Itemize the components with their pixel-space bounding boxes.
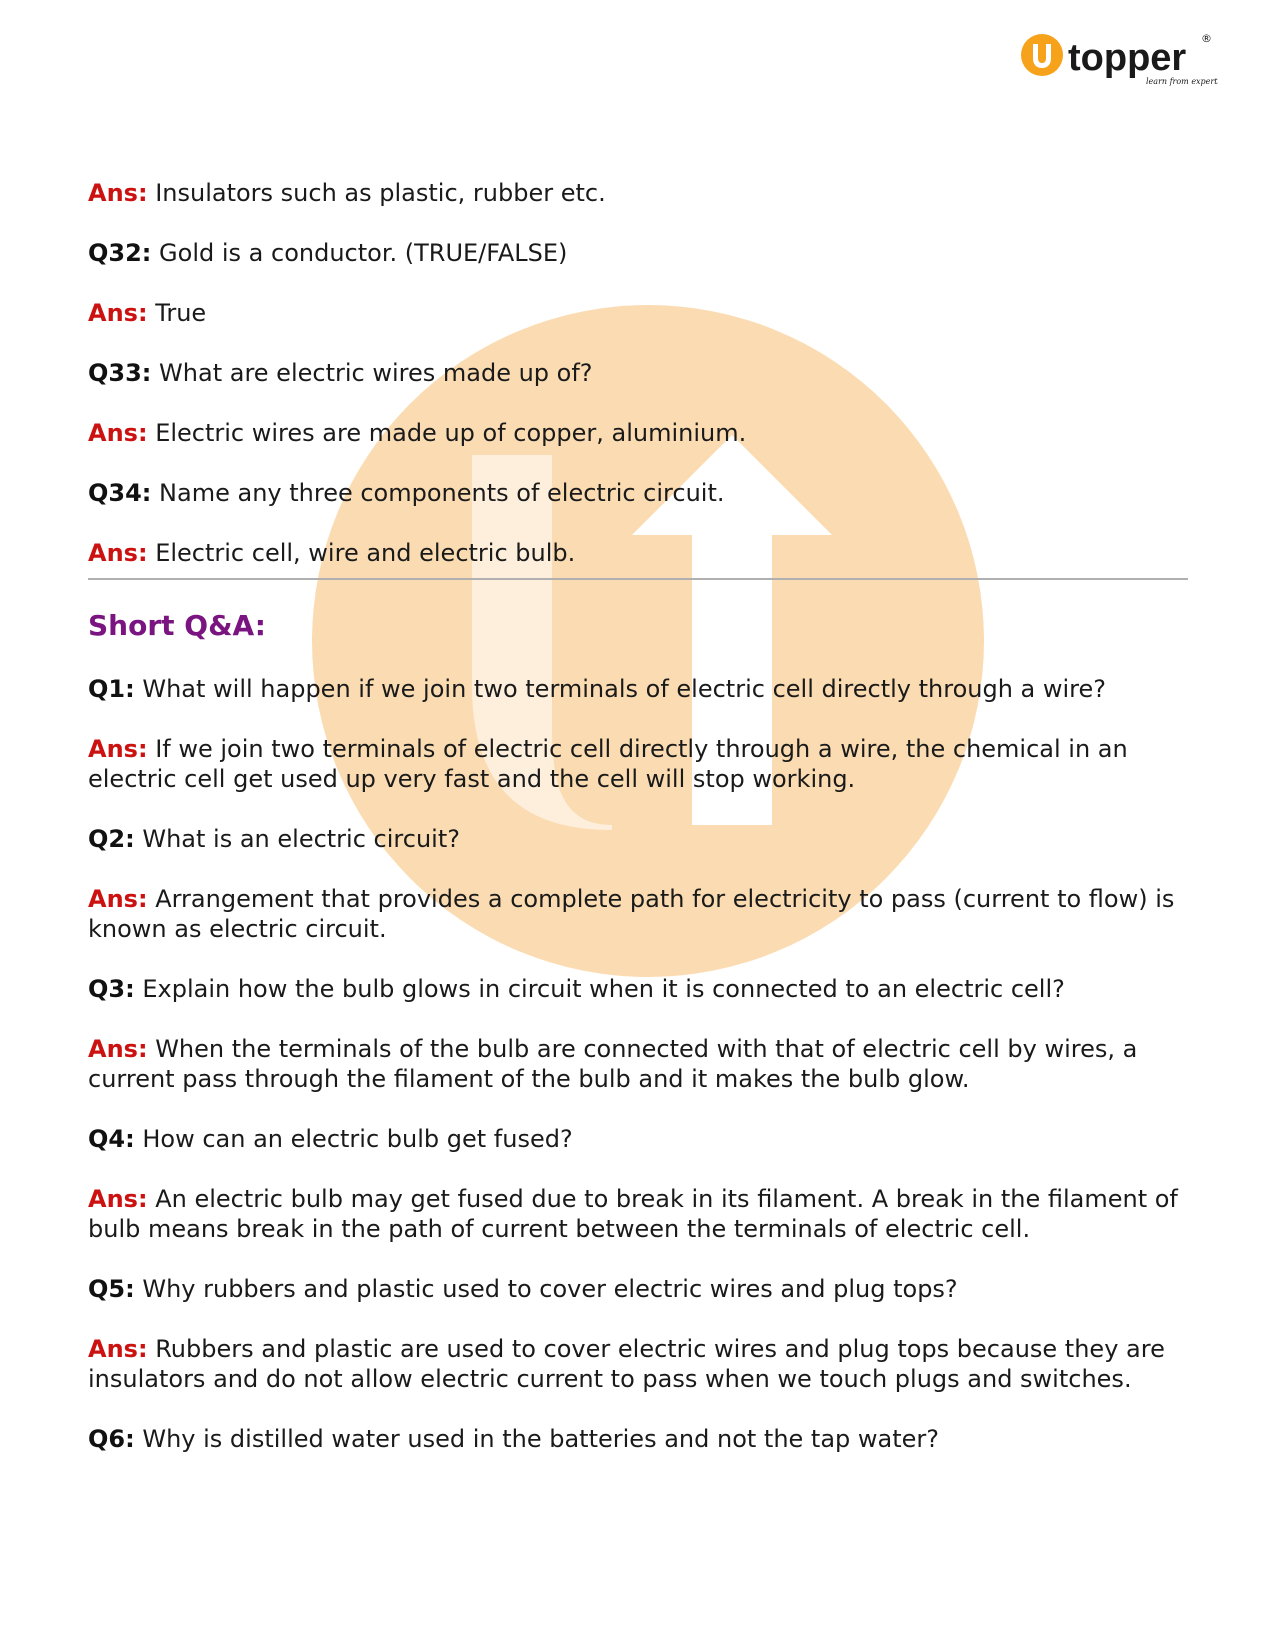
answer-text: Insulators such as plastic, rubber etc.: [155, 179, 606, 207]
answer-text: Electric cell, wire and electric bulb.: [155, 539, 576, 567]
section-divider: [88, 578, 1188, 580]
answer: [88, 178, 1188, 208]
question-label: Q34:: [88, 479, 152, 507]
answer-label: Ans:: [88, 1335, 148, 1363]
answer-label: Ans:: [88, 539, 148, 567]
question-label: Q32:: [88, 239, 152, 267]
question: [88, 1124, 1188, 1154]
question-label: Q5:: [88, 1275, 135, 1303]
question-label: Q33:: [88, 359, 152, 387]
question-text: What will happen if we join two terminals of electric cell directly through a wire?: [142, 675, 1107, 703]
answer: [88, 538, 1188, 568]
question-text: Explain how the bulb glows in circuit when it is connected to an electric cell?: [142, 975, 1065, 1003]
section-title: Short Q&A:: [88, 609, 266, 642]
answer-text: If we join two terminals of electric cell directly through a wire, the chemical in an electric cell get used up very fast and the cell will stop working.: [88, 735, 1128, 793]
question-label: Q1:: [88, 675, 135, 703]
question: [88, 974, 1188, 1004]
question-text: Name any three components of electric circuit.: [159, 479, 725, 507]
answer: [88, 298, 1188, 328]
question-text: Why rubbers and plastic used to cover electric wires and plug tops?: [142, 1275, 958, 1303]
question-text: Why is distilled water used in the batteries and not the tap water?: [142, 1425, 940, 1453]
brand-logo: [1018, 28, 1218, 90]
answer-text: Electric wires are made up of copper, aluminium.: [155, 419, 747, 447]
document-content: [88, 178, 1188, 1484]
qa-block-top: [88, 178, 1188, 568]
brand-tagline: learn from experts: [1146, 77, 1218, 86]
answer: [88, 734, 1188, 794]
question: [88, 358, 1188, 388]
answer-text: True: [155, 299, 207, 327]
registered-mark: ®: [1201, 32, 1212, 45]
answer-text: When the terminals of the bulb are connected with that of electric cell by wires, a current pass through the filament of the bulb and it makes the bulb glow.: [88, 1035, 1138, 1093]
answer-label: Ans:: [88, 179, 148, 207]
answer-label: Ans:: [88, 735, 148, 763]
answer: [88, 1034, 1188, 1094]
answer-text: An electric bulb may get fused due to break in its filament. A break in the filament of bulb means break in the path of current between the terminals of electric cell.: [88, 1185, 1178, 1243]
answer-text: Rubbers and plastic are used to cover electric wires and plug tops because they are insulators and do not allow electric current to pass when we touch plugs and switches.: [88, 1335, 1165, 1393]
question-text: What are electric wires made up of?: [159, 359, 593, 387]
question: [88, 1274, 1188, 1304]
answer-label: Ans:: [88, 419, 148, 447]
question-text: Gold is a conductor. (TRUE/FALSE): [159, 239, 568, 267]
question-label: Q3:: [88, 975, 135, 1003]
answer: [88, 418, 1188, 448]
answer-label: Ans:: [88, 885, 148, 913]
question: [88, 674, 1188, 704]
brand-name: topper: [1068, 37, 1187, 79]
answer: [88, 884, 1188, 944]
answer-label: Ans:: [88, 299, 148, 327]
answer-label: Ans:: [88, 1185, 148, 1213]
answer: [88, 1184, 1188, 1244]
answer-text: Arrangement that provides a complete path for electricity to pass (current to flow) is known as electric circuit.: [88, 885, 1175, 943]
question: [88, 478, 1188, 508]
answer-label: Ans:: [88, 1035, 148, 1063]
question: [88, 1424, 1188, 1454]
question-label: Q6:: [88, 1425, 135, 1453]
question: [88, 238, 1188, 268]
question-label: Q2:: [88, 825, 135, 853]
question-text: How can an electric bulb get fused?: [142, 1125, 573, 1153]
question-label: Q4:: [88, 1125, 135, 1153]
question: [88, 824, 1188, 854]
question-text: What is an electric circuit?: [142, 825, 460, 853]
qa-block-short: [88, 674, 1188, 1454]
answer: [88, 1334, 1188, 1394]
